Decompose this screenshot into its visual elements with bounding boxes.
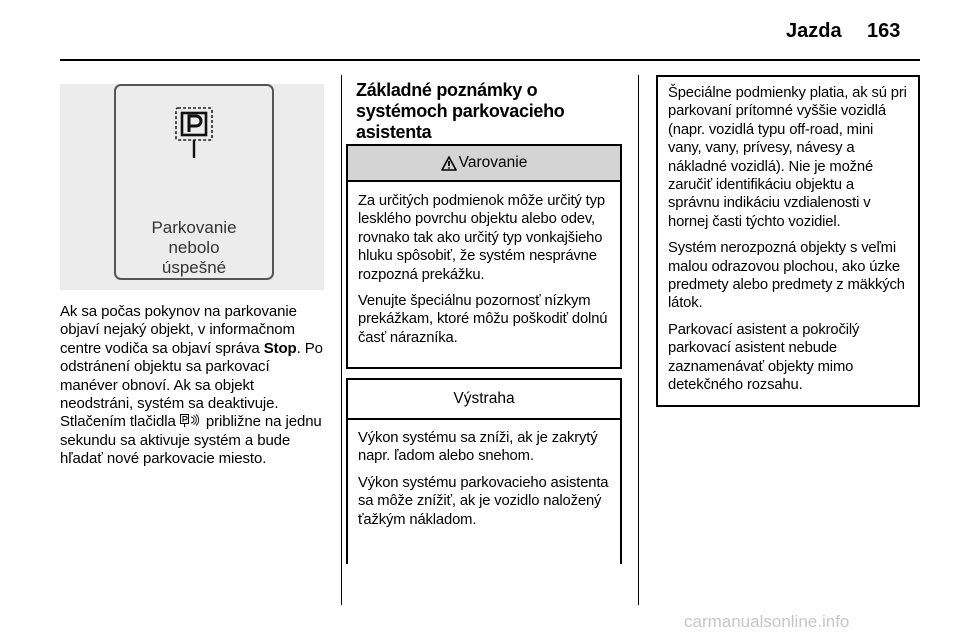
body-paragraph: Systém nerozpozná objekty s veľmi malou odrazovou plochou, ako úzke predmety alebo predmety z mäkkých látok. [668,240,905,312]
chapter-title: Jazda [786,20,842,42]
page-number: 163 [867,20,901,42]
stop-label: Stop [263,339,297,357]
info-display-screen [114,84,274,280]
text-segment: . Po odstránení objektu sa parkovací manéver obnoví. Ak sa objekt neodstráni, systém sa deaktivuje. Stlačením tlačidla [60,339,323,431]
parking-assist-button-icon [180,414,202,428]
caution-box [346,378,622,564]
text-segment: približne na jednu sekundu sa aktivuje systém a bude hľadať nové parkovacie miesto. [60,413,322,468]
caution-paragraph: Výkon systému parkovacieho asistenta sa môže znížiť, ak je vozidlo naložený ťažkým nákladom. [358,474,609,528]
message-line: úspešné [161,258,227,277]
caution-box-header [348,380,620,420]
caution-paragraph: Výkon systému sa zníži, ak je zakrytý napr. ľadom alebo snehom. [358,430,598,465]
column-divider-right [638,75,639,605]
watermark: carmanualsonline.info [684,612,850,631]
parking-failed-message [116,218,272,278]
text-segment: Ak sa počas pokynov na parkovanie objaví nejaký objekt, v informačnom centre vodiča sa objaví správa [60,303,297,357]
parking-p-icon [173,106,217,162]
header-rule [60,59,920,61]
warning-triangle-icon [441,156,457,171]
warning-paragraph: Venujte špeciálnu pozornosť nízkym prekážkam, ktoré môžu poškodiť dolnú časť nárazníka. [358,293,608,346]
body-paragraph: Špeciálne podmienky platia, ak sú pri parkovaní prítomné vyššie vozidlá (napr. vozidlá typu off-road, mini vany, vany, prívesy, návesy a nákladné vozidlá). Nie je možné zaručiť identifikáciu objektu a správnu indikáciu vzdialenosti v hornej časti týchto vozidiel. [668,85,907,230]
warning-box-title: Varovanie [458,154,528,171]
warning-box-body [348,182,620,347]
column-divider-left [341,75,342,605]
warning-box [346,144,622,369]
caution-box-body [348,420,620,529]
body-paragraph: Parkovací asistent a pokročilý parkovací asistent nebude zaznamenávať objekty mimo detekčného rozsahu. [668,321,860,394]
body-paragraph-column-1 [60,303,330,469]
message-line: Parkovanie [151,218,237,237]
warning-paragraph: Za určitých podmienok môže určitý typ lesklého povrchu objektu alebo odev, rovnako tak ako určitý typ vonkajšieho hluku spôsobiť, že systém nesprávne rozpozná prekážku. [358,193,605,283]
message-line: nebolo [168,238,220,257]
caution-box-title: Výstraha [453,390,515,407]
warning-box-header [348,146,620,182]
caution-box-continued [656,75,920,407]
section-heading: Základné poznámky o systémoch parkovacieho asistenta [356,80,565,142]
